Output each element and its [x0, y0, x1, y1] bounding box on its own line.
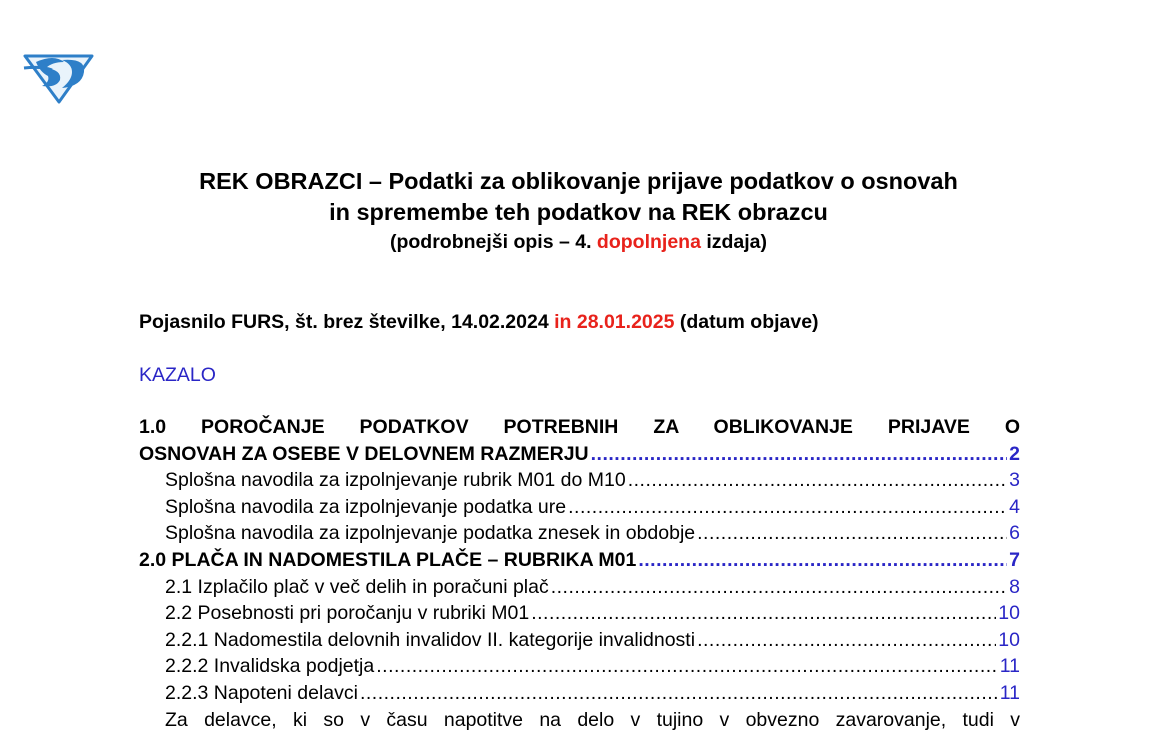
toc-leader [360, 680, 998, 707]
toc-page-number: 6 [1009, 522, 1020, 545]
subtitle-highlight: dopolnjena [596, 231, 701, 253]
toc-section-1[interactable] [139, 441, 1020, 468]
toc-item-label: 2.2 Posebnosti pri poročanju v rubriki M01 [165, 602, 530, 625]
toc-leader [697, 520, 1007, 547]
toc-page-number: 11 [999, 681, 1020, 704]
toc-item-label: 2.1 Izplačilo plač v več delih in poračuni plač [165, 575, 549, 598]
toc-item[interactable] [139, 627, 1020, 654]
toc-leader [628, 467, 1007, 494]
notice-text-b: (datum objave) [674, 311, 819, 333]
table-of-contents [139, 414, 1020, 733]
toc-section-1-label: OSNOVAH ZA OSEBE V DELOVNEM RAZMERJU [139, 442, 589, 465]
toc-page-number: 11 [999, 655, 1020, 678]
toc-item[interactable] [139, 467, 1020, 494]
toc-leader [591, 441, 1008, 468]
toc-leader [551, 574, 1007, 601]
notice-text-a: Pojasnilo FURS, št. brez številke, 14.02.2024 [139, 311, 555, 333]
subtitle-text-b: izdaja) [700, 231, 768, 253]
toc-section-2[interactable] [139, 547, 1020, 574]
toc-page-number: 10 [998, 602, 1020, 625]
toc-item[interactable] [139, 653, 1020, 680]
toc-item-label: Splošna navodila za izpolnjevanje podatka znesek in obdobje [165, 522, 696, 545]
toc-heading: KAZALO [139, 364, 216, 386]
toc-page-number: 10 [998, 628, 1020, 651]
toc-page-number: 4 [1009, 495, 1020, 518]
toc-leader [697, 627, 996, 654]
notice-highlight: in 28.01.2025 [554, 311, 675, 333]
toc-section-1-line-1[interactable]: 1.0 POROČANJE PODATKOV POTREBNIH ZA OBLIKOVANJE PRIJAVE O [139, 416, 1020, 438]
toc-leader [568, 494, 1007, 521]
sd-logo-icon [22, 48, 96, 104]
toc-item-continued[interactable]: Za delavce, ki so v času napotitve na delo v tujino v obvezno zavarovanje, tudi v [165, 708, 1020, 731]
toc-item-label: Splošna navodila za izpolnjevanje rubrik M01 do M10 [165, 469, 626, 492]
toc-item-label: 2.2.2 Invalidska podjetja [165, 655, 375, 678]
toc-item-label: Splošna navodila za izpolnjevanje podatka ure [165, 495, 567, 518]
toc-item[interactable] [139, 680, 1020, 707]
toc-item[interactable] [139, 520, 1020, 547]
toc-item[interactable] [139, 494, 1020, 521]
toc-leader [531, 600, 996, 627]
toc-page-number: 3 [1009, 469, 1020, 492]
toc-item[interactable] [139, 600, 1020, 627]
toc-page-number: 2 [1009, 442, 1020, 465]
toc-leader [638, 547, 1007, 574]
toc-item-label: 2.2.3 Napoteni delavci [165, 681, 358, 704]
subtitle-text-a: (podrobnejši opis – 4. [389, 231, 597, 253]
document-title-line-1: REK OBRAZCI – Podatki za oblikovanje prijave podatkov o osnovah [199, 168, 958, 194]
toc-leader [376, 653, 998, 680]
toc-item-label: 2.2.1 Nadomestila delovnih invalidov II. kategorije invalidnosti [165, 628, 696, 651]
toc-item[interactable] [139, 574, 1020, 601]
furs-notice [139, 309, 819, 335]
document-title-line-2: in spremembe teh podatkov na REK obrazcu [329, 199, 828, 225]
toc-page-number: 8 [1009, 575, 1020, 598]
toc-page-number: 7 [1009, 548, 1020, 571]
toc-section-2-label: 2.0 PLAČA IN NADOMESTILA PLAČE – RUBRIKA M01 [139, 548, 637, 571]
document-subtitle [0, 229, 1157, 255]
